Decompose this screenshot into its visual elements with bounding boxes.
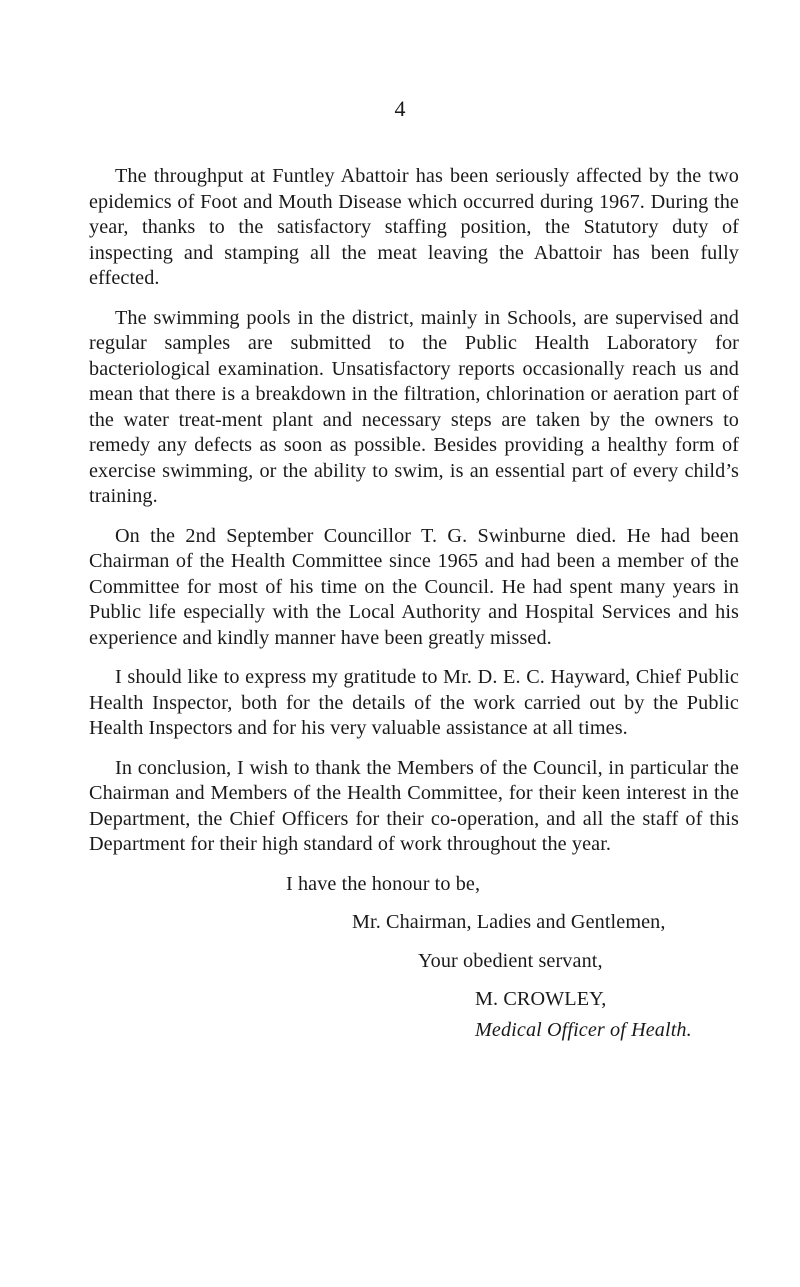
paragraph-abattoir: The throughput at Funtley Abattoir has been seriously affected by the two epidemics of Foot and Mouth Disease which occurred during 1967. During the year, thanks to the satisfactory staffing position, the Statutory duty of inspecting and stamping all the meat leaving the Abattoir has been fully effected. [89, 165, 739, 289]
closing-honour-line: I have the honour to be, [286, 872, 481, 895]
letter-body [89, 164, 739, 1043]
signature-title: Medical Officer of Health. [475, 1018, 692, 1041]
closing-block [89, 872, 739, 1044]
closing-servant-line: Your obedient servant, [418, 949, 603, 972]
closing-salutation-line: Mr. Chairman, Ladies and Gentlemen, [352, 911, 666, 933]
paragraph-councillor-obituary: On the 2nd September Councillor T. G. Swinburne died. He had been Chairman of the Health Committee since 1965 and had been a member of the Committee for most of his time on the Council. He had spent many years in Public life especially with the Local Authority and Hospital Services and his experience and kindly manner have been greatly missed. [89, 524, 739, 649]
page-number: 4 [394, 96, 406, 121]
paragraph-swimming-pools: The swimming pools in the district, mainly in Schools, are supervised and regular samples are submitted to the Public Health Laboratory for bacteriological examination. Unsatisfactory reports occasionally reach us and mean that there is a breakdown in the filtration, chlorination or aeration part of the water treat-ment plant and necessary steps are taken by the owners to remedy any defects as soon as possible. Besides providing a healthy form of exercise swimming, or the ability to swim, is an essential part of every child’s training. [89, 306, 739, 507]
paragraph-gratitude: I should like to express my gratitude to Mr. D. E. C. Hayward, Chief Public Health Inspector, both for the details of the work carried out by the Public Health Inspectors and for his very valuable assistance at all times. [89, 666, 739, 739]
signature-name: M. CROWLEY, [475, 988, 607, 1010]
paragraph-conclusion: In conclusion, I wish to thank the Members of the Council, in particular the Chairman and Members of the Health Committee, for their keen interest in the Department, the Chief Officers for their co-operation, and all the staff of this Department for their high standard of work throughout the year. [89, 756, 739, 855]
